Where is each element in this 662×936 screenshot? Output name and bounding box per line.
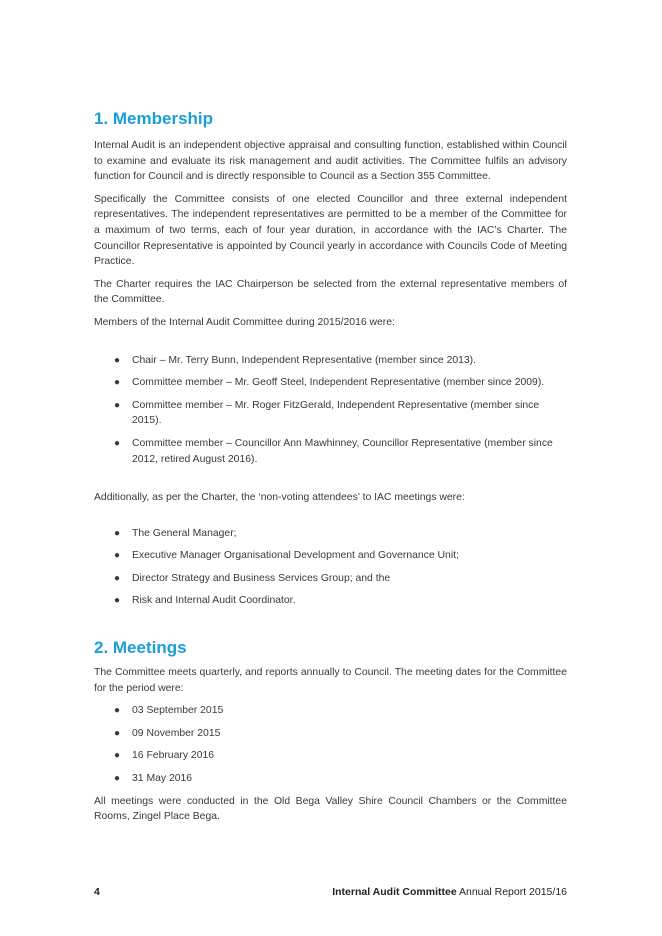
list-item: ● 31 May 2016: [94, 771, 567, 787]
bullet-icon: ●: [114, 572, 121, 584]
bullet-icon: ●: [114, 773, 121, 785]
bullet-icon: ●: [114, 399, 121, 411]
bullet-icon: ●: [114, 550, 121, 562]
bullet-icon: ●: [114, 527, 121, 539]
paragraph-meetings-location: All meetings were conducted in the Old Bega Valley Shire Council Chambers or the Committee Rooms, Zingel Place Bega.: [94, 795, 567, 823]
list-item: ● Director Strategy and Business Services Group; and the: [94, 571, 567, 587]
members-list: [94, 353, 567, 468]
paragraph-internal-audit: Internal Audit is an independent objective appraisal and consulting function, established within Council to examine and evaluate its risk management and audit activities. The Committee fulfils an advisory function for Council and is directly responsible to Council as a Section 355 Committee.: [94, 140, 567, 183]
bullet-icon: ●: [114, 437, 121, 449]
page-number: 4: [94, 886, 100, 898]
paragraph-committee-composition: Specifically the Committee consists of one elected Councillor and three external independent representatives. The independent representatives are permitted to be a member of the Committee for a maximum of two terms, each of four year duration, in accordance with the IAC’s Charter. The Councillor Representative is appointed by Council yearly in accordance with Councils Code of Meeting Practice.: [94, 193, 567, 268]
list-item: ● Committee member – Councillor Ann Mawhinney, Councillor Representative (member since 2012, retired August 2016).: [114, 437, 553, 465]
section-heading-meetings: 2. Meetings: [94, 638, 187, 658]
paragraph-meetings-intro: The Committee meets quarterly, and reports annually to Council. The meeting dates for the Committee for the period were:: [94, 667, 567, 694]
list-item: ● Committee member – Mr. Roger FitzGerald, Independent Representative (member since 2015).: [114, 399, 540, 427]
section-heading-membership: 1. Membership: [94, 109, 214, 128]
paragraph-members-intro: Members of the Internal Audit Committee during 2015/2016 were:: [94, 316, 395, 328]
attendees-list: [94, 526, 567, 609]
paragraph-chairperson: The Charter requires the IAC Chairperson be selected from the external representative members of the Committee.: [94, 278, 567, 306]
bullet-icon: ●: [114, 705, 121, 717]
list-item: ● Chair – Mr. Terry Bunn, Independent Representative (member since 2013).: [94, 353, 567, 369]
report-title: Internal Audit Committee Annual Report 2015/16: [332, 886, 567, 898]
list-item: ● The General Manager;: [94, 526, 567, 542]
list-item: ● 16 February 2016: [94, 748, 567, 764]
bullet-icon: ●: [114, 750, 121, 762]
document-page: [94, 108, 567, 825]
list-item: ● Risk and Internal Audit Coordinator.: [94, 593, 567, 609]
list-item: ● Committee member – Mr. Geoff Steel, Independent Representative (member since 2009).: [94, 375, 567, 391]
list-item: ● 09 November 2015: [94, 726, 567, 742]
paragraph-attendees-intro: Additionally, as per the Charter, the ‘non-voting attendees’ to IAC meetings were:: [94, 492, 465, 504]
bullet-icon: ●: [114, 595, 121, 607]
list-item: ● 03 September 2015: [94, 703, 567, 719]
bullet-icon: ●: [114, 354, 121, 366]
list-item: ● Executive Manager Organisational Development and Governance Unit;: [94, 548, 567, 564]
bullet-icon: ●: [114, 727, 121, 739]
meeting-dates-list: [94, 703, 567, 786]
bullet-icon: ●: [114, 377, 121, 389]
